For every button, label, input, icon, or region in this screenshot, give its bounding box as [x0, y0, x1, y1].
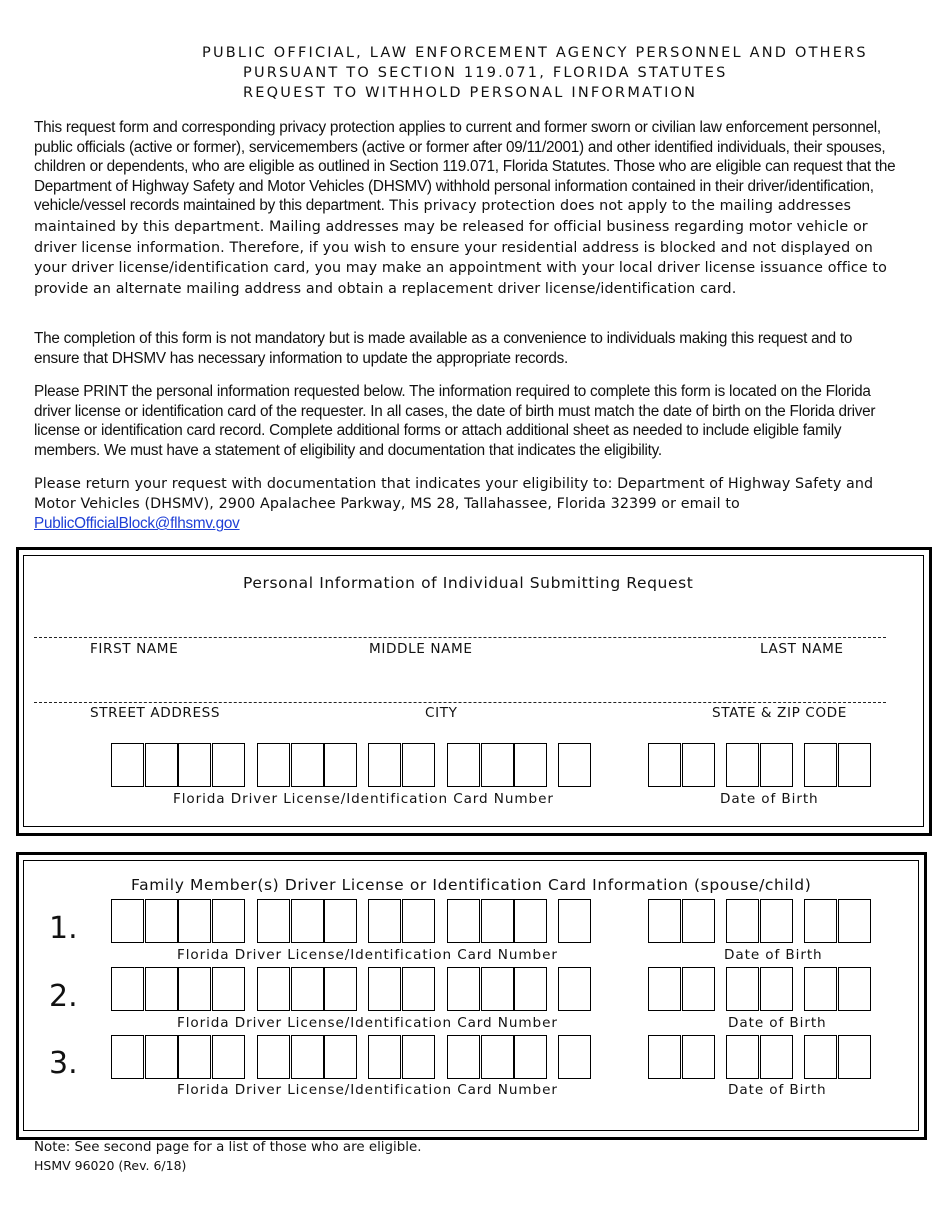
personal-dob-box[interactable] [838, 743, 871, 787]
personal-dl-box[interactable] [368, 743, 401, 787]
family-row-1-dl-box[interactable] [257, 899, 290, 943]
dl-number-caption: Florida Driver License/Identification Card Number [173, 791, 554, 807]
family-row-1-dl-box[interactable] [368, 899, 401, 943]
family-row-1-dob-box[interactable] [682, 899, 715, 943]
personal-dl-box[interactable] [111, 743, 144, 787]
family-row-2-dl-box[interactable] [178, 967, 211, 1011]
family-row-3-dob-box[interactable] [838, 1035, 871, 1079]
family-row-3-dl-caption: Florida Driver License/Identification Card Number [177, 1082, 558, 1098]
family-row-1-dl-box[interactable] [291, 899, 324, 943]
family-row-2-dl-box[interactable] [447, 967, 480, 1011]
personal-dob-box[interactable] [760, 743, 793, 787]
family-row-2-dl-box[interactable] [291, 967, 324, 1011]
personal-dl-box[interactable] [447, 743, 480, 787]
family-row-3-dl-box[interactable] [212, 1035, 245, 1079]
family-row-2-dl-box[interactable] [481, 967, 514, 1011]
dob-caption: Date of Birth [720, 791, 819, 807]
family-section-title: Family Member(s) Driver License or Identification Card Information (spouse/child) [131, 876, 812, 894]
name-entry-line[interactable] [34, 637, 886, 638]
family-row-2-number: 2. [49, 979, 78, 1014]
family-row-2-dob-box[interactable] [760, 967, 793, 1011]
family-row-3-dl-box[interactable] [178, 1035, 211, 1079]
family-row-1-dl-box[interactable] [447, 899, 480, 943]
family-row-1-dl-box[interactable] [212, 899, 245, 943]
family-row-2-dob-box[interactable] [682, 967, 715, 1011]
family-row-3-dob-box[interactable] [760, 1035, 793, 1079]
personal-dob-box[interactable] [682, 743, 715, 787]
family-row-1-dl-box[interactable] [111, 899, 144, 943]
family-row-1-dl-box[interactable] [324, 899, 357, 943]
personal-dl-box[interactable] [212, 743, 245, 787]
family-row-2-dl-box[interactable] [145, 967, 178, 1011]
address-entry-line[interactable] [34, 702, 886, 703]
family-row-3-dl-box[interactable] [368, 1035, 401, 1079]
family-row-1-number: 1. [49, 911, 78, 946]
personal-dl-box[interactable] [558, 743, 591, 787]
family-row-3-dl-box[interactable] [111, 1035, 144, 1079]
family-row-1-dl-box[interactable] [481, 899, 514, 943]
family-row-3-dob-caption: Date of Birth [728, 1082, 827, 1098]
family-row-2-dl-box[interactable] [257, 967, 290, 1011]
family-row-3-number: 3. [49, 1046, 78, 1081]
personal-dl-box[interactable] [145, 743, 178, 787]
family-row-1-dl-box[interactable] [178, 899, 211, 943]
family-row-1-dob-box[interactable] [726, 899, 759, 943]
footer-note: Note: See second page for a list of those who are eligible. [34, 1140, 422, 1155]
family-row-3-dl-box[interactable] [145, 1035, 178, 1079]
family-row-2-dob-box[interactable] [838, 967, 871, 1011]
family-row-2-dl-box[interactable] [402, 967, 435, 1011]
family-row-2-dob-box[interactable] [726, 967, 759, 1011]
personal-section-title: Personal Information of Individual Submitting Request [243, 574, 694, 592]
family-row-1-dob-caption: Date of Birth [724, 947, 823, 963]
personal-dl-box[interactable] [324, 743, 357, 787]
form-number: HSMV 96020 (Rev. 6/18) [34, 1158, 187, 1173]
family-row-2-dl-box[interactable] [324, 967, 357, 1011]
family-row-2-dl-box[interactable] [111, 967, 144, 1011]
header-line-1: PUBLIC OFFICIAL, LAW ENFORCEMENT AGENCY PERSONNEL AND OTHERS [202, 45, 868, 61]
family-row-1-dob-box[interactable] [760, 899, 793, 943]
family-row-3-dl-box[interactable] [514, 1035, 547, 1079]
personal-dob-box[interactable] [804, 743, 837, 787]
family-row-2-dl-box[interactable] [514, 967, 547, 1011]
header-line-2: PURSUANT TO SECTION 119.071, FLORIDA STATUTES [243, 65, 728, 81]
family-row-3-dl-box[interactable] [291, 1035, 324, 1079]
city-label: CITY [425, 705, 458, 721]
print-instructions-paragraph: Please PRINT the personal information requested below. The information required to complete this form is located on the Florida driver license or identification card of the requester. In all cases, the date of birth must match the date of birth on the Florida driver license or identification card record. Complete additional forms or attach additional sheet as needed to include eligible family members. We must have a statement of eligibility and documentation that indicates the eligibility. [34, 383, 876, 459]
family-row-1-dl-box[interactable] [402, 899, 435, 943]
personal-dob-box[interactable] [726, 743, 759, 787]
intro-part-2: This privacy protection does not apply to the mailing addresses maintained by this department. Mailing addresses may be released for official business regarding motor vehicle or driver license information. Therefore, if you wish to ensure your residential address is blocked and not displayed on your driver license/identification card, you may make an appointment with your local driver license issuance office to provide an alternate mailing address and obtain a replacement driver license/identification card. [34, 198, 887, 297]
family-row-1-dl-box[interactable] [145, 899, 178, 943]
family-row-3-dl-box[interactable] [324, 1035, 357, 1079]
family-row-1-dob-box[interactable] [838, 899, 871, 943]
family-row-3-dob-box[interactable] [726, 1035, 759, 1079]
family-row-2-dl-box[interactable] [212, 967, 245, 1011]
family-row-3-dl-box[interactable] [447, 1035, 480, 1079]
personal-dl-box[interactable] [291, 743, 324, 787]
family-row-3-dob-box[interactable] [804, 1035, 837, 1079]
family-row-3-dob-box[interactable] [682, 1035, 715, 1079]
family-row-2-dob-box[interactable] [804, 967, 837, 1011]
family-row-2-dob-box[interactable] [648, 967, 681, 1011]
family-row-1-dob-box[interactable] [648, 899, 681, 943]
family-row-1-dob-box[interactable] [804, 899, 837, 943]
family-row-3-dl-box[interactable] [558, 1035, 591, 1079]
state-zip-label: STATE & ZIP CODE [712, 705, 847, 721]
family-row-3-dl-box[interactable] [402, 1035, 435, 1079]
family-row-1-dl-caption: Florida Driver License/Identification Card Number [177, 947, 558, 963]
family-row-1-dl-box[interactable] [514, 899, 547, 943]
intro-part-1: This request form and corresponding privacy protection applies to current and former sworn or civilian law enforcement personnel, public officials (active or former), servicemembers (active or former after 09/11/2001) and other identified individuals, their spouses, children or dependents, who are eligible as outlined in Section 119.071, Florida Statutes. Those who are eligible can request that the Department of Highway Safety and Motor Vehicles (DHSMV) withhold personal information contained in their driver/identification, vehicle/vessel records maintained by this department. [34, 119, 896, 215]
middle-name-label: MIDDLE NAME [369, 641, 473, 657]
personal-dl-box[interactable] [257, 743, 290, 787]
first-name-label: FIRST NAME [90, 641, 179, 657]
family-row-2-dl-caption: Florida Driver License/Identification Card Number [177, 1015, 558, 1031]
personal-dl-box[interactable] [481, 743, 514, 787]
completion-paragraph: The completion of this form is not mandatory but is made available as a convenience to individuals making this request and to ensure that DHSMV has necessary information to update the appropriate records. [34, 330, 853, 367]
family-row-2-dob-caption: Date of Birth [728, 1015, 827, 1031]
family-row-3-dl-box[interactable] [481, 1035, 514, 1079]
intro-paragraph [34, 118, 896, 299]
family-row-1-dl-box[interactable] [558, 899, 591, 943]
return-text: Please return your request with documentation that indicates your eligibility to: Department of Highway Safety and Motor Vehicles (DHSMV), 2900 Apalachee Parkway, MS 28, Tallahassee, Florida 32399 or email to [34, 476, 874, 512]
personal-dl-box[interactable] [402, 743, 435, 787]
personal-dob-box[interactable] [648, 743, 681, 787]
street-address-label: STREET ADDRESS [90, 705, 221, 721]
personal-dl-box[interactable] [178, 743, 211, 787]
family-row-3-dl-box[interactable] [257, 1035, 290, 1079]
last-name-label: LAST NAME [760, 641, 844, 657]
personal-dl-box[interactable] [514, 743, 547, 787]
header-line-3: REQUEST TO WITHHOLD PERSONAL INFORMATION [243, 85, 698, 101]
family-row-3-dob-box[interactable] [648, 1035, 681, 1079]
family-row-2-dl-box[interactable] [368, 967, 401, 1011]
family-row-2-dl-box[interactable] [558, 967, 591, 1011]
return-paragraph [34, 475, 896, 535]
email-link[interactable]: PublicOfficialBlock@flhsmv.gov [34, 515, 240, 533]
